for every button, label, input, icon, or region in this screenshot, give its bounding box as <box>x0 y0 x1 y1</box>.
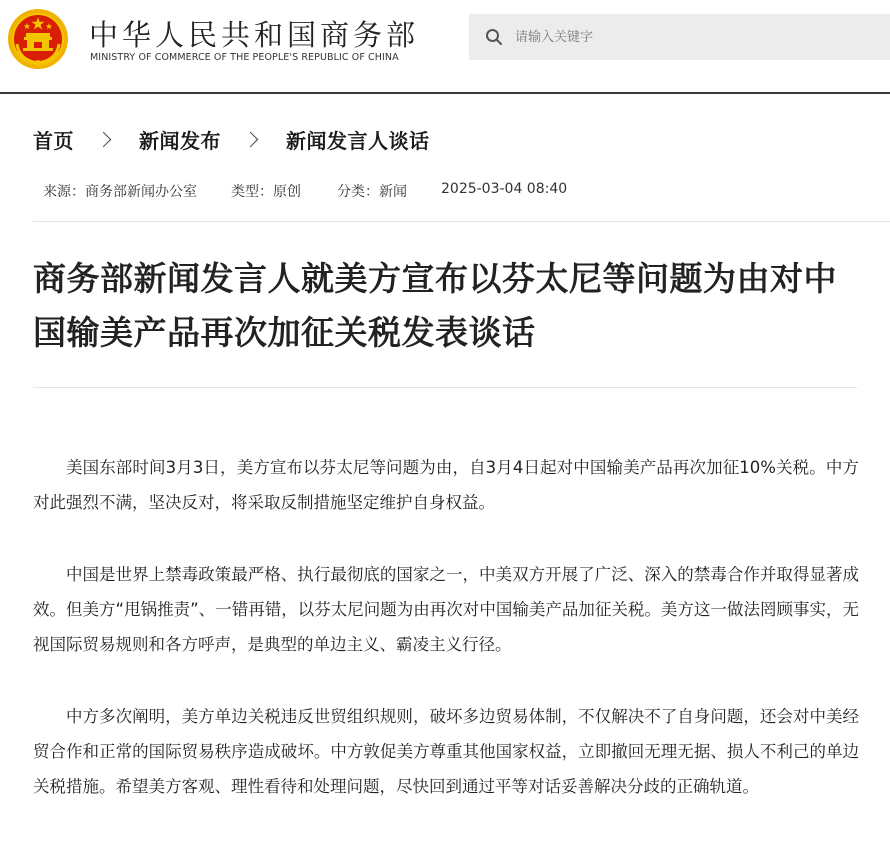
search-input[interactable] <box>515 14 875 60</box>
site-subtitle: MINISTRY OF COMMERCE OF THE PEOPLE'S REPUBLIC OF CHINA <box>90 52 399 63</box>
search-box[interactable] <box>469 14 890 60</box>
meta-source: 来源：商务部新闻办公室 <box>43 184 197 200</box>
breadcrumb-spokesperson-remarks[interactable]: 新闻发言人谈话 <box>286 128 430 153</box>
site-title[interactable]: 中华人民共和国商务部 <box>89 18 420 52</box>
header-divider <box>0 92 890 94</box>
meta-datetime: 2025-03-04 08:40 <box>441 181 568 197</box>
title-divider <box>33 387 857 388</box>
breadcrumb-news-release[interactable]: 新闻发布 <box>139 128 221 153</box>
article-paragraph: 中方多次阐明，美方单边关税违反世贸组织规则，破坏多边贸易体制，不仅解决不了自身问题，还会对中美经贸合作和正常的国际贸易秩序造成破坏。中方敦促美方尊重其他国家权益，立即撤回无理无据、损人不利己的单边关税措施。希望美方客观、理性看待和处理问题，尽快回到通过平等对话妥善解决分歧的正确轨道。 <box>33 707 859 796</box>
article-meta <box>43 181 567 201</box>
article-paragraph: 美国东部时间3月3日，美方宣布以芬太尼等问题为由，自3月4日起对中国输美产品再次加征10%关税。中方对此强烈不满，坚决反对，将采取反制措施坚定维护自身权益。 <box>33 458 859 512</box>
site-header <box>0 0 890 92</box>
breadcrumb <box>33 124 430 154</box>
meta-divider <box>33 221 890 222</box>
meta-type: 类型：原创 <box>231 184 301 200</box>
national-emblem-icon[interactable] <box>7 8 69 70</box>
article-paragraph: 中国是世界上禁毒政策最严格、执行最彻底的国家之一，中美双方开展了广泛、深入的禁毒合作并取得显著成效。但美方“甩锅推责”、一错再错，以芬太尼问题为由再次对中国输美产品加征关税。美方这一做法罔顾事实，无视国际贸易规则和各方呼声，是典型的单边主义、霸凌主义行径。 <box>33 565 859 654</box>
chevron-right-icon <box>243 131 259 147</box>
article-body <box>33 450 859 841</box>
article-title: 商务部新闻发言人就美方宣布以芬太尼等问题为由对中国输美产品再次加征关税发表谈话 <box>33 259 837 352</box>
search-icon[interactable] <box>485 28 503 46</box>
breadcrumb-home[interactable]: 首页 <box>33 128 74 153</box>
meta-category: 分类：新闻 <box>337 184 407 200</box>
chevron-right-icon <box>96 131 112 147</box>
